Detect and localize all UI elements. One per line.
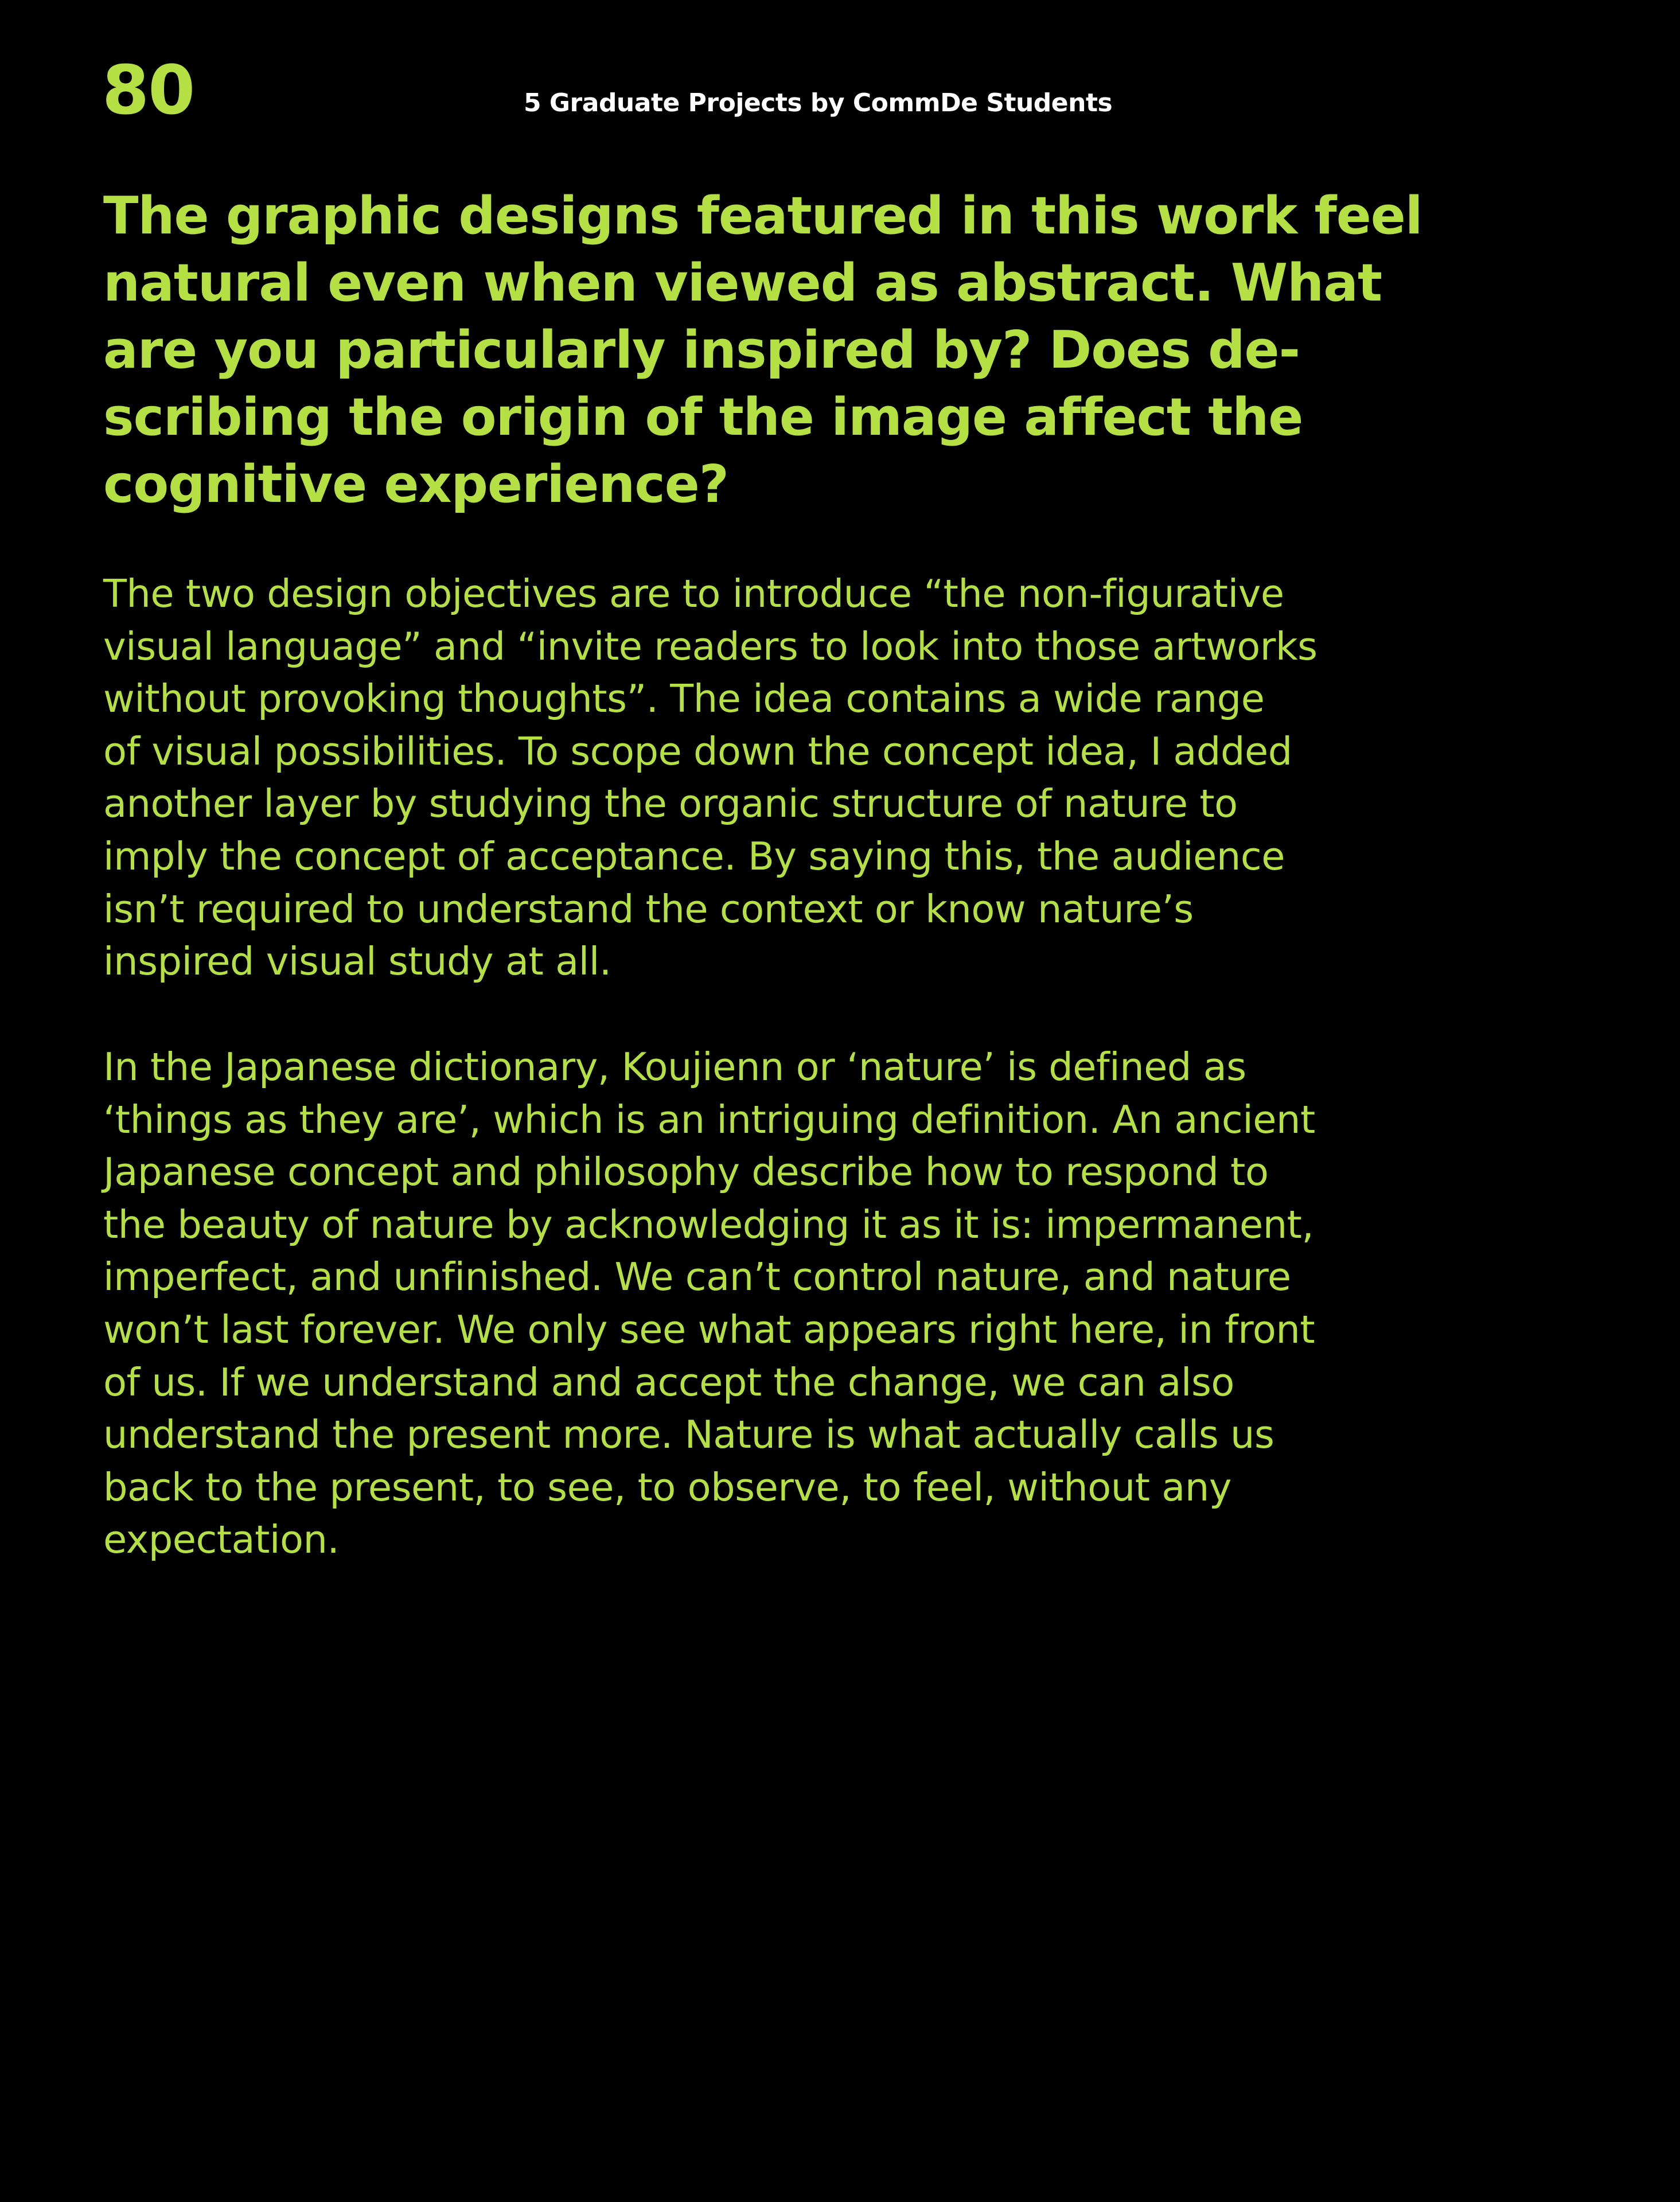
- interview-question: [103, 182, 1422, 518]
- answer-line: isn’t required to understand the context or know nature’s: [103, 886, 1194, 932]
- answer-line: understand the present more. Nature is what actually calls us: [103, 1412, 1274, 1457]
- running-header: 5 Graduate Projects by CommDe Students: [524, 88, 1113, 118]
- answer-line: of us. If we understand and accept the change, we can also: [103, 1359, 1234, 1405]
- answer-line: In the Japanese dictionary, Koujienn or ‘nature’ is defined as: [103, 1045, 1246, 1089]
- answer-paragraph-1: [103, 568, 1336, 988]
- answer-line: imperfect, and unfinished. We can’t control nature, and nature: [103, 1254, 1291, 1300]
- answer-line: ‘things as they are’, which is an intriguing definition. An ancient: [103, 1097, 1315, 1142]
- answer-line: without provoking thoughts”. The idea contains a wide range: [103, 676, 1265, 722]
- answer-line: the beauty of nature by acknowledging it as it is: impermanent,: [103, 1202, 1314, 1247]
- answer-line: imply the concept of acceptance. By saying this, the audience: [103, 833, 1285, 879]
- question-line: natural even when viewed as abstract. What: [103, 253, 1382, 313]
- question-line: scribing the origin of the image affect the: [103, 387, 1303, 447]
- answer-line: back to the present, to see, to observe, to feel, without any: [103, 1464, 1231, 1510]
- question-line: The graphic designs featured in this work feel: [103, 186, 1422, 246]
- answer-line: The two design objectives are to introduce “the non-figurative: [103, 571, 1284, 616]
- answer-line: visual language” and “invite readers to look into those artworks: [103, 623, 1318, 669]
- answer-line: expectation.: [103, 1517, 340, 1562]
- answer-line: another layer by studying the organic structure of nature to: [103, 781, 1238, 827]
- answer-paragraph-2: [103, 1041, 1336, 1566]
- answer-line: Japanese concept and philosophy describe how to respond to: [103, 1149, 1269, 1195]
- page-number: 80: [102, 50, 194, 130]
- answer-line: of visual possibilities. To scope down the concept idea, I added: [103, 728, 1292, 774]
- question-line: are you particularly inspired by? Does de-: [103, 320, 1300, 380]
- answer-line: inspired visual study at all.: [103, 939, 611, 984]
- question-line: cognitive experience?: [103, 454, 728, 515]
- answer-line: won’t last forever. We only see what appears right here, in front: [103, 1307, 1315, 1352]
